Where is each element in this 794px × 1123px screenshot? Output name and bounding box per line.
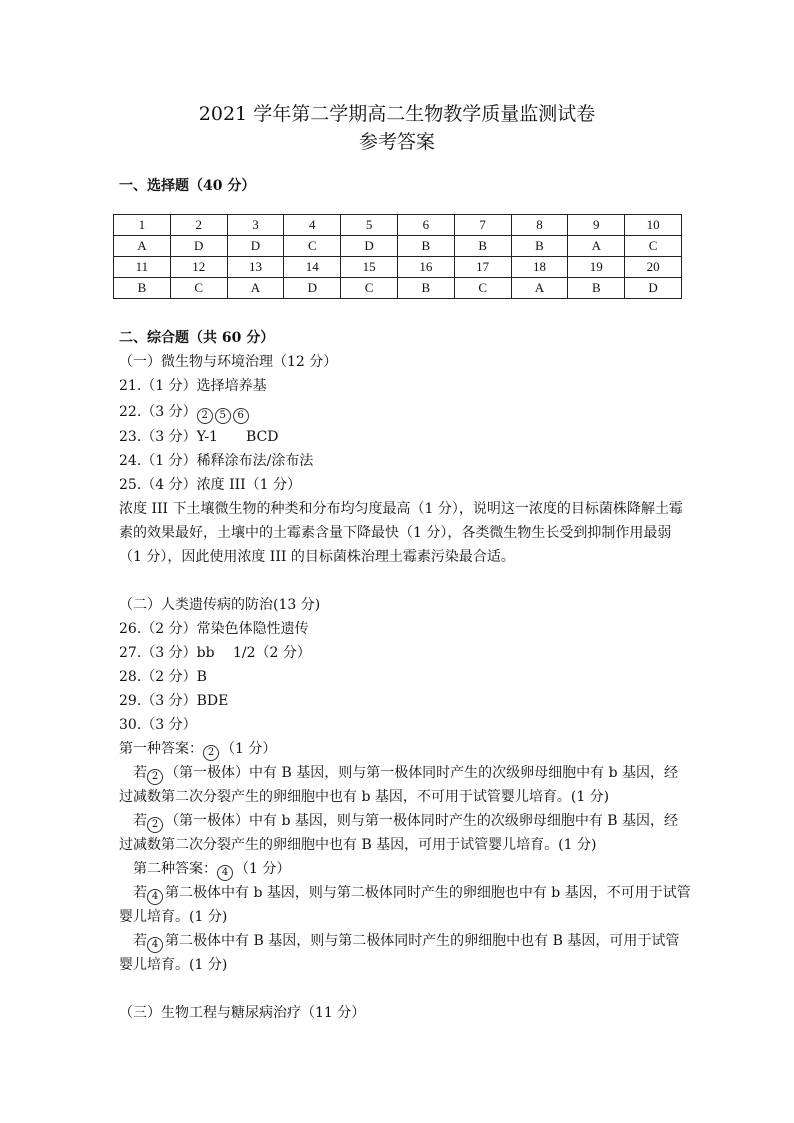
answer-30-option2	[133, 860, 290, 881]
answer-30: 30.（3 分）	[119, 717, 197, 733]
table-cell: 18	[511, 257, 568, 278]
option1-score: （1 分）	[221, 741, 277, 757]
circled-number: 4	[147, 889, 163, 905]
case-prefix: 若	[133, 933, 147, 949]
table-cell: 1	[114, 215, 171, 236]
table-cell: 2	[170, 215, 227, 236]
case-prefix: 若	[133, 765, 147, 781]
table-cell: D	[284, 278, 341, 299]
answer-29: 29.（3 分）BDE	[119, 693, 229, 709]
answer-table	[113, 214, 682, 299]
table-cell: 15	[341, 257, 398, 278]
table-cell: 12	[170, 257, 227, 278]
table-cell: 17	[454, 257, 511, 278]
table-cell: B	[114, 278, 171, 299]
option1-case-b	[133, 812, 678, 833]
answer-25-explanation: （1 分），因此使用浓度 III 的目标菌株治理土霉素污染最合适。	[119, 549, 515, 565]
part2-heading: （二）人类遗传病的防治(13 分)	[119, 597, 321, 613]
table-cell: 4	[284, 215, 341, 236]
table-cell: C	[454, 278, 511, 299]
table-cell: 5	[341, 215, 398, 236]
circled-number: 2	[147, 769, 163, 785]
table-row	[114, 257, 682, 278]
table-cell: 7	[454, 215, 511, 236]
answer-25-explanation: 浓度 III 下土壤微生物的种类和分布均匀度最高（1 分），说明这一浓度的目标菌株降解土霉	[119, 501, 683, 517]
table-cell: B	[568, 278, 625, 299]
option2-label: 第二种答案：	[133, 861, 217, 877]
answer-23: 23.（3 分）Y-1 BCD	[119, 429, 279, 445]
answer-21: 21.（1 分）选择培养基	[119, 378, 267, 394]
table-cell: B	[397, 278, 454, 299]
table-cell: 20	[625, 257, 682, 278]
option1-case-a-cont: 过减数第二次分裂产生的卵细胞中也有 b 基因，不可用于试管婴儿培育。(1 分)	[119, 789, 610, 805]
table-row	[114, 236, 682, 257]
table-row	[114, 278, 682, 299]
table-cell: C	[341, 278, 398, 299]
table-cell: B	[397, 236, 454, 257]
table-cell: 8	[511, 215, 568, 236]
option1-case-a	[133, 764, 678, 785]
option2-score: （1 分）	[235, 861, 291, 877]
table-cell: 11	[114, 257, 171, 278]
case-text: （第一极体）中有 b 基因，则与第一极体同时产生的次级卵母细胞中有 B 基因，经	[165, 813, 679, 829]
case-text: 第二极体中有 b 基因，则与第二极体同时产生的卵细胞也中有 b 基因，不可用于试管	[165, 885, 691, 901]
circled-number: 4	[217, 865, 233, 881]
answer-22	[119, 403, 251, 424]
table-cell: D	[170, 236, 227, 257]
table-cell: B	[454, 236, 511, 257]
case-text: （第一极体）中有 B 基因，则与第一极体同时产生的次级卵母细胞中有 b 基因，经	[165, 765, 679, 781]
table-cell: 14	[284, 257, 341, 278]
answer-22-label: 22.（3 分）	[119, 404, 197, 420]
table-cell: 3	[227, 215, 284, 236]
table-cell: D	[341, 236, 398, 257]
case-text: 第二极体中有 B 基因，则与第二极体同时产生的卵细胞中也有 B 基因，可用于试管	[165, 933, 680, 949]
answer-25-explanation: 素的效果最好，土壤中的土霉素含量下降最快（1 分），各类微生物生长受到抑制作用最弱	[119, 525, 672, 541]
table-cell: D	[625, 278, 682, 299]
table-cell: A	[511, 278, 568, 299]
table-row	[114, 215, 682, 236]
circled-number: 4	[147, 937, 163, 953]
table-cell: A	[114, 236, 171, 257]
circled-number: 2	[203, 745, 219, 761]
section1-heading: 一、选择题（40 分）	[119, 178, 256, 194]
answer-26: 26.（2 分）常染色体隐性遗传	[119, 621, 309, 637]
table-cell: B	[511, 236, 568, 257]
answer-28: 28.（2 分）B	[119, 669, 207, 685]
table-cell: 16	[397, 257, 454, 278]
answer-27: 27.（3 分）bb 1/2（2 分）	[119, 645, 311, 661]
table-cell: C	[284, 236, 341, 257]
table-cell: 19	[568, 257, 625, 278]
section2-heading: 二、综合题（共 60 分）	[119, 330, 275, 346]
answer-24: 24.（1 分）稀释涂布法/涂布法	[119, 453, 314, 469]
option1-case-b-cont: 过减数第二次分裂产生的卵细胞中也有 B 基因，可用于试管婴儿培育。(1 分)	[119, 837, 597, 853]
table-cell: D	[227, 236, 284, 257]
case-prefix: 若	[133, 813, 147, 829]
part1-heading: （一）微生物与环境治理（12 分）	[119, 354, 338, 370]
answer-30-option1	[119, 740, 276, 761]
part3-heading: （三）生物工程与糖尿病治疗（11 分）	[119, 1005, 366, 1021]
option2-case-b-cont: 婴儿培育。(1 分)	[119, 957, 228, 973]
table-cell: C	[625, 236, 682, 257]
table-cell: A	[227, 278, 284, 299]
page-title: 2021 学年第二学期高二生物教学质量监测试卷	[198, 103, 596, 125]
page-subtitle: 参考答案	[358, 131, 435, 153]
table-cell: 9	[568, 215, 625, 236]
table-cell: 10	[625, 215, 682, 236]
option2-case-a-cont: 婴儿培育。(1 分)	[119, 909, 228, 925]
table-cell: C	[170, 278, 227, 299]
circled-number: 5	[215, 408, 231, 424]
answer-25: 25.（4 分）浓度 III（1 分）	[119, 477, 302, 493]
table-cell: 6	[397, 215, 454, 236]
option2-case-a	[133, 884, 691, 905]
circled-number: 2	[197, 408, 213, 424]
table-cell: 13	[227, 257, 284, 278]
table-cell: A	[568, 236, 625, 257]
option1-label: 第一种答案：	[119, 741, 203, 757]
circled-number: 6	[233, 408, 249, 424]
option2-case-b	[133, 932, 679, 953]
case-prefix: 若	[133, 885, 147, 901]
circled-number: 2	[147, 817, 163, 833]
